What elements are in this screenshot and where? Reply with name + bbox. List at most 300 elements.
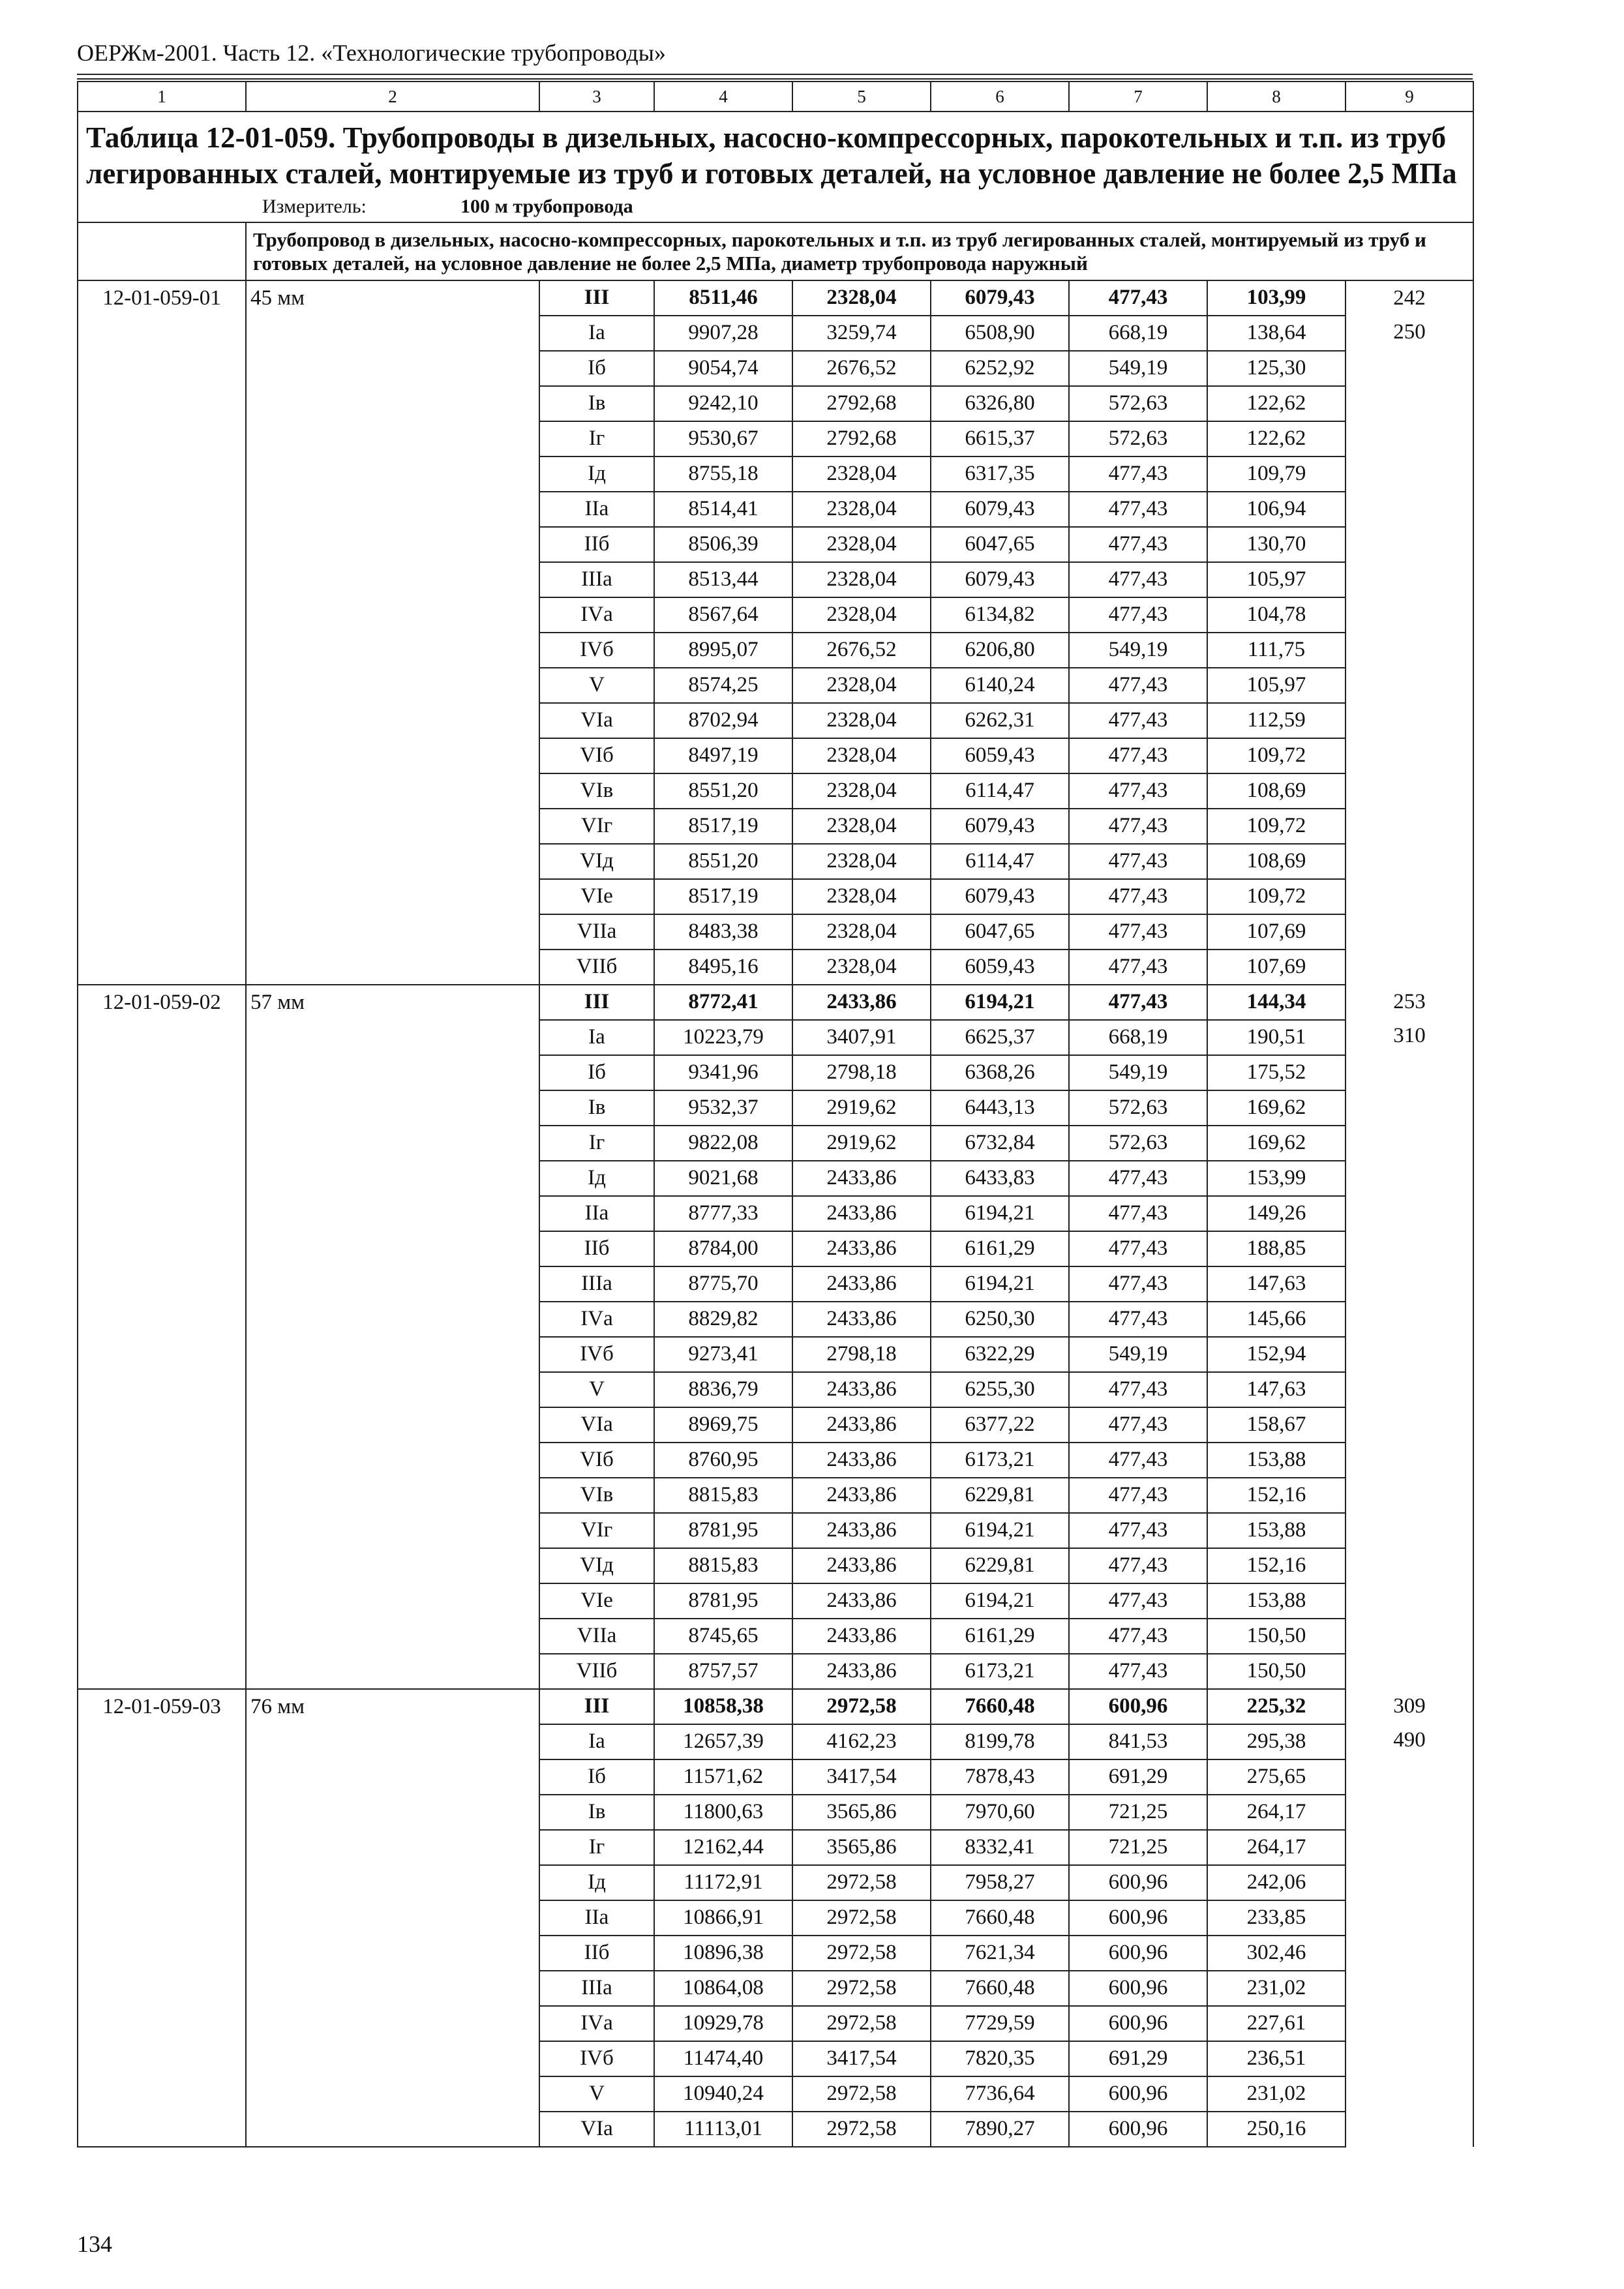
value-cell: 2972,58 <box>792 1689 931 1724</box>
value-cell: 10223,79 <box>654 1020 792 1055</box>
value-cell: 188,85 <box>1207 1231 1346 1266</box>
value-cell: 600,96 <box>1069 1865 1207 1900</box>
value-cell: 6047,65 <box>931 527 1069 562</box>
value-cell: 2328,04 <box>792 773 931 809</box>
description-empty-cell <box>78 222 246 280</box>
value-cell: 2433,86 <box>792 1513 931 1548</box>
value-cell: 477,43 <box>1069 1583 1207 1619</box>
value-cell: 153,99 <box>1207 1161 1346 1196</box>
value-cell: 7970,60 <box>931 1795 1069 1830</box>
region-cell: Iд <box>539 456 654 492</box>
value-cell: 227,61 <box>1207 2006 1346 2041</box>
value-cell: 477,43 <box>1069 562 1207 597</box>
value-cell: 6229,81 <box>931 1548 1069 1583</box>
region-cell: Iа <box>539 1724 654 1759</box>
value-cell: 600,96 <box>1069 2076 1207 2112</box>
value-cell: 6194,21 <box>931 1196 1069 1231</box>
value-cell: 8784,00 <box>654 1231 792 1266</box>
value-cell: 7660,48 <box>931 1900 1069 1936</box>
value-cell: 2328,04 <box>792 703 931 738</box>
value-cell: 3565,86 <box>792 1795 931 1830</box>
value-cell: 233,85 <box>1207 1900 1346 1936</box>
value-cell: 691,29 <box>1069 1759 1207 1795</box>
column-number: 3 <box>539 82 654 112</box>
value-cell: 3259,74 <box>792 316 931 351</box>
value-cell: 600,96 <box>1069 1900 1207 1936</box>
column-9-value: 242 <box>1393 286 1426 310</box>
value-cell: 10896,38 <box>654 1936 792 1971</box>
value-cell: 2972,58 <box>792 1971 931 2006</box>
region-cell: VIа <box>539 2112 654 2147</box>
region-cell: VIв <box>539 773 654 809</box>
value-cell: 2433,86 <box>792 1583 931 1619</box>
region-cell: V <box>539 1372 654 1407</box>
value-cell: 2433,86 <box>792 1478 931 1513</box>
value-cell: 6255,30 <box>931 1372 1069 1407</box>
value-cell: 8511,46 <box>654 280 792 316</box>
value-cell: 477,43 <box>1069 1302 1207 1337</box>
value-cell: 477,43 <box>1069 456 1207 492</box>
value-cell: 242,06 <box>1207 1865 1346 1900</box>
value-cell: 600,96 <box>1069 1936 1207 1971</box>
value-cell: 7890,27 <box>931 2112 1069 2147</box>
region-cell: IVа <box>539 2006 654 2041</box>
value-cell: 145,66 <box>1207 1302 1346 1337</box>
value-cell: 109,72 <box>1207 879 1346 914</box>
value-cell: 600,96 <box>1069 1971 1207 2006</box>
value-cell: 8513,44 <box>654 562 792 597</box>
value-cell: 111,75 <box>1207 633 1346 668</box>
value-cell: 8836,79 <box>654 1372 792 1407</box>
value-cell: 6194,21 <box>931 985 1069 1020</box>
value-cell: 2328,04 <box>792 668 931 703</box>
value-cell: 2433,86 <box>792 1231 931 1266</box>
region-cell: VIа <box>539 703 654 738</box>
value-cell: 122,62 <box>1207 386 1346 421</box>
value-cell: 169,62 <box>1207 1090 1346 1126</box>
value-cell: 7729,59 <box>931 2006 1069 2041</box>
value-cell: 6161,29 <box>931 1619 1069 1654</box>
column-number: 1 <box>78 82 246 112</box>
value-cell: 11172,91 <box>654 1865 792 1900</box>
value-cell: 7660,48 <box>931 1689 1069 1724</box>
unit-line <box>86 197 1465 217</box>
value-cell: 8517,19 <box>654 809 792 844</box>
table-row <box>78 280 1473 316</box>
value-cell: 477,43 <box>1069 1443 1207 1478</box>
value-cell: 236,51 <box>1207 2041 1346 2076</box>
column-number: 7 <box>1069 82 1207 112</box>
value-cell: 9054,74 <box>654 351 792 386</box>
rates-table-container <box>77 81 1473 2147</box>
region-cell: Iб <box>539 1055 654 1090</box>
value-cell: 2433,86 <box>792 1196 931 1231</box>
value-cell: 549,19 <box>1069 633 1207 668</box>
value-cell: 2328,04 <box>792 950 931 985</box>
value-cell: 8514,41 <box>654 492 792 527</box>
value-cell: 477,43 <box>1069 1513 1207 1548</box>
value-cell: 2433,86 <box>792 1619 931 1654</box>
region-cell: IVб <box>539 633 654 668</box>
value-cell: 231,02 <box>1207 1971 1346 2006</box>
value-cell: 477,43 <box>1069 280 1207 316</box>
value-cell: 7736,64 <box>931 2076 1069 2112</box>
value-cell: 8815,83 <box>654 1548 792 1583</box>
value-cell: 2792,68 <box>792 421 931 456</box>
value-cell: 125,30 <box>1207 351 1346 386</box>
value-cell: 11571,62 <box>654 1759 792 1795</box>
value-cell: 477,43 <box>1069 809 1207 844</box>
value-cell: 8781,95 <box>654 1583 792 1619</box>
value-cell: 2676,52 <box>792 633 931 668</box>
value-cell: 477,43 <box>1069 703 1207 738</box>
table-row <box>78 985 1473 1020</box>
value-cell: 149,26 <box>1207 1196 1346 1231</box>
value-cell: 2919,62 <box>792 1126 931 1161</box>
value-cell: 600,96 <box>1069 2006 1207 2041</box>
value-cell: 2972,58 <box>792 2112 931 2147</box>
value-cell: 107,69 <box>1207 950 1346 985</box>
value-cell: 6262,31 <box>931 703 1069 738</box>
column-number: 4 <box>654 82 792 112</box>
value-cell: 477,43 <box>1069 985 1207 1020</box>
value-cell: 10940,24 <box>654 2076 792 2112</box>
value-cell: 11474,40 <box>654 2041 792 2076</box>
value-cell: 8829,82 <box>654 1302 792 1337</box>
value-cell: 11800,63 <box>654 1795 792 1830</box>
value-cell: 6252,92 <box>931 351 1069 386</box>
value-cell: 6161,29 <box>931 1231 1069 1266</box>
value-cell: 112,59 <box>1207 703 1346 738</box>
value-cell: 8567,64 <box>654 597 792 633</box>
column-9-value: 250 <box>1393 320 1426 344</box>
value-cell: 7878,43 <box>931 1759 1069 1795</box>
value-cell: 109,72 <box>1207 738 1346 773</box>
value-cell: 2328,04 <box>792 527 931 562</box>
value-cell: 3407,91 <box>792 1020 931 1055</box>
region-cell: Iа <box>539 1020 654 1055</box>
region-cell: Iв <box>539 386 654 421</box>
page-header: ОЕРЖм-2001. Часть 12. «Технологические трубопроводы» <box>77 40 666 66</box>
value-cell: 2972,58 <box>792 1936 931 1971</box>
value-cell: 4162,23 <box>792 1724 931 1759</box>
value-cell: 10929,78 <box>654 2006 792 2041</box>
column-9-values <box>1346 280 1473 985</box>
value-cell: 231,02 <box>1207 2076 1346 2112</box>
pipe-diameter: 45 мм <box>246 280 539 985</box>
value-cell: 8757,57 <box>654 1654 792 1689</box>
rate-code: 12-01-059-02 <box>78 985 246 1689</box>
value-cell: 9341,96 <box>654 1055 792 1090</box>
header-rule-double <box>77 78 1473 80</box>
value-cell: 147,63 <box>1207 1372 1346 1407</box>
value-cell: 2328,04 <box>792 562 931 597</box>
column-9-values <box>1346 1689 1473 2147</box>
value-cell: 6079,43 <box>931 562 1069 597</box>
value-cell: 147,63 <box>1207 1266 1346 1302</box>
region-cell: Iб <box>539 351 654 386</box>
region-cell: IIа <box>539 492 654 527</box>
value-cell: 6059,43 <box>931 950 1069 985</box>
value-cell: 477,43 <box>1069 1654 1207 1689</box>
value-cell: 8506,39 <box>654 527 792 562</box>
region-cell: VIIб <box>539 950 654 985</box>
value-cell: 549,19 <box>1069 1055 1207 1090</box>
value-cell: 3417,54 <box>792 2041 931 2076</box>
value-cell: 600,96 <box>1069 1689 1207 1724</box>
region-cell: IVб <box>539 1337 654 1372</box>
value-cell: 8775,70 <box>654 1266 792 1302</box>
value-cell: 6114,47 <box>931 844 1069 879</box>
value-cell: 477,43 <box>1069 492 1207 527</box>
value-cell: 153,88 <box>1207 1513 1346 1548</box>
value-cell: 10866,91 <box>654 1900 792 1936</box>
column-9-value: 253 <box>1393 989 1426 1013</box>
region-cell: V <box>539 668 654 703</box>
value-cell: 8755,18 <box>654 456 792 492</box>
value-cell: 3565,86 <box>792 1830 931 1865</box>
value-cell: 477,43 <box>1069 1161 1207 1196</box>
region-cell: III <box>539 1689 654 1724</box>
value-cell: 2919,62 <box>792 1090 931 1126</box>
value-cell: 2328,04 <box>792 280 931 316</box>
value-cell: 152,94 <box>1207 1337 1346 1372</box>
value-cell: 9242,10 <box>654 386 792 421</box>
column-9-values <box>1346 985 1473 1689</box>
region-cell: III <box>539 280 654 316</box>
region-cell: VIIа <box>539 1619 654 1654</box>
header-rule <box>77 74 1473 75</box>
value-cell: 6732,84 <box>931 1126 1069 1161</box>
column-number: 5 <box>792 82 931 112</box>
value-cell: 2798,18 <box>792 1337 931 1372</box>
value-cell: 721,25 <box>1069 1830 1207 1865</box>
value-cell: 103,99 <box>1207 280 1346 316</box>
column-9-value: 309 <box>1393 1694 1426 1718</box>
value-cell: 6615,37 <box>931 421 1069 456</box>
value-cell: 6625,37 <box>931 1020 1069 1055</box>
value-cell: 8995,07 <box>654 633 792 668</box>
region-cell: V <box>539 2076 654 2112</box>
value-cell: 275,65 <box>1207 1759 1346 1795</box>
region-cell: VIг <box>539 809 654 844</box>
value-cell: 2328,04 <box>792 456 931 492</box>
value-cell: 150,50 <box>1207 1654 1346 1689</box>
value-cell: 175,52 <box>1207 1055 1346 1090</box>
value-cell: 8745,65 <box>654 1619 792 1654</box>
value-cell: 2972,58 <box>792 2006 931 2041</box>
region-cell: IIб <box>539 1231 654 1266</box>
value-cell: 477,43 <box>1069 1372 1207 1407</box>
region-cell: VIе <box>539 879 654 914</box>
value-cell: 8760,95 <box>654 1443 792 1478</box>
value-cell: 138,64 <box>1207 316 1346 351</box>
value-cell: 2433,86 <box>792 1372 931 1407</box>
value-cell: 6173,21 <box>931 1654 1069 1689</box>
value-cell: 6206,80 <box>931 633 1069 668</box>
value-cell: 8781,95 <box>654 1513 792 1548</box>
value-cell: 7820,35 <box>931 2041 1069 2076</box>
value-cell: 105,97 <box>1207 668 1346 703</box>
value-cell: 152,16 <box>1207 1478 1346 1513</box>
value-cell: 7660,48 <box>931 1971 1069 2006</box>
value-cell: 8772,41 <box>654 985 792 1020</box>
region-cell: IIб <box>539 527 654 562</box>
value-cell: 8551,20 <box>654 844 792 879</box>
value-cell: 6377,22 <box>931 1407 1069 1443</box>
value-cell: 477,43 <box>1069 1266 1207 1302</box>
value-cell: 9021,68 <box>654 1161 792 1196</box>
value-cell: 2433,86 <box>792 1654 931 1689</box>
region-cell: Iа <box>539 316 654 351</box>
value-cell: 250,16 <box>1207 2112 1346 2147</box>
value-cell: 6047,65 <box>931 914 1069 950</box>
value-cell: 572,63 <box>1069 386 1207 421</box>
value-cell: 264,17 <box>1207 1830 1346 1865</box>
value-cell: 12657,39 <box>654 1724 792 1759</box>
value-cell: 2972,58 <box>792 2076 931 2112</box>
value-cell: 2328,04 <box>792 809 931 844</box>
value-cell: 108,69 <box>1207 773 1346 809</box>
value-cell: 2433,86 <box>792 1407 931 1443</box>
region-cell: IIа <box>539 1900 654 1936</box>
region-cell: III <box>539 985 654 1020</box>
value-cell: 477,43 <box>1069 1619 1207 1654</box>
value-cell: 106,94 <box>1207 492 1346 527</box>
value-cell: 6368,26 <box>931 1055 1069 1090</box>
value-cell: 153,88 <box>1207 1583 1346 1619</box>
value-cell: 2433,86 <box>792 1266 931 1302</box>
value-cell: 572,63 <box>1069 1090 1207 1126</box>
value-cell: 8969,75 <box>654 1407 792 1443</box>
table-title-row <box>78 112 1473 222</box>
value-cell: 8517,19 <box>654 879 792 914</box>
value-cell: 3417,54 <box>792 1759 931 1795</box>
value-cell: 572,63 <box>1069 421 1207 456</box>
table-title-cell <box>78 112 1473 222</box>
value-cell: 477,43 <box>1069 844 1207 879</box>
region-cell: Iг <box>539 421 654 456</box>
region-cell: Iг <box>539 1126 654 1161</box>
value-cell: 8495,16 <box>654 950 792 985</box>
value-cell: 122,62 <box>1207 421 1346 456</box>
value-cell: 6140,24 <box>931 668 1069 703</box>
value-cell: 477,43 <box>1069 1548 1207 1583</box>
value-cell: 477,43 <box>1069 1196 1207 1231</box>
value-cell: 2433,86 <box>792 1443 931 1478</box>
value-cell: 295,38 <box>1207 1724 1346 1759</box>
value-cell: 2328,04 <box>792 597 931 633</box>
value-cell: 264,17 <box>1207 1795 1346 1830</box>
region-cell: IVб <box>539 2041 654 2076</box>
region-cell: IVа <box>539 597 654 633</box>
value-cell: 109,79 <box>1207 456 1346 492</box>
value-cell: 8777,33 <box>654 1196 792 1231</box>
value-cell: 2798,18 <box>792 1055 931 1090</box>
region-cell: VIд <box>539 1548 654 1583</box>
value-cell: 6079,43 <box>931 879 1069 914</box>
value-cell: 477,43 <box>1069 879 1207 914</box>
value-cell: 130,70 <box>1207 527 1346 562</box>
value-cell: 2328,04 <box>792 844 931 879</box>
value-cell: 2433,86 <box>792 985 931 1020</box>
region-cell: VIе <box>539 1583 654 1619</box>
column-9-value: 310 <box>1393 1023 1426 1047</box>
value-cell: 10864,08 <box>654 1971 792 2006</box>
value-cell: 6322,29 <box>931 1337 1069 1372</box>
value-cell: 150,50 <box>1207 1619 1346 1654</box>
value-cell: 2792,68 <box>792 386 931 421</box>
region-cell: IIб <box>539 1936 654 1971</box>
region-cell: IIа <box>539 1196 654 1231</box>
column-numbers-row <box>78 82 1473 112</box>
value-cell: 302,46 <box>1207 1936 1346 1971</box>
value-cell: 477,43 <box>1069 1407 1207 1443</box>
value-cell: 477,43 <box>1069 1478 1207 1513</box>
rate-code: 12-01-059-03 <box>78 1689 246 2147</box>
value-cell: 158,67 <box>1207 1407 1346 1443</box>
value-cell: 225,32 <box>1207 1689 1346 1724</box>
value-cell: 2972,58 <box>792 1900 931 1936</box>
value-cell: 477,43 <box>1069 738 1207 773</box>
column-number: 2 <box>246 82 539 112</box>
value-cell: 153,88 <box>1207 1443 1346 1478</box>
region-cell: IVа <box>539 1302 654 1337</box>
value-cell: 6433,83 <box>931 1161 1069 1196</box>
rates-table <box>77 81 1474 2147</box>
value-cell: 2328,04 <box>792 492 931 527</box>
value-cell: 2433,86 <box>792 1302 931 1337</box>
value-cell: 8815,83 <box>654 1478 792 1513</box>
column-9-value: 490 <box>1393 1728 1426 1752</box>
value-cell: 6194,21 <box>931 1583 1069 1619</box>
value-cell: 108,69 <box>1207 844 1346 879</box>
value-cell: 6079,43 <box>931 492 1069 527</box>
value-cell: 8332,41 <box>931 1830 1069 1865</box>
value-cell: 9530,67 <box>654 421 792 456</box>
region-cell: VIв <box>539 1478 654 1513</box>
table-row <box>78 1689 1473 1724</box>
value-cell: 105,97 <box>1207 562 1346 597</box>
value-cell: 477,43 <box>1069 668 1207 703</box>
value-cell: 8483,38 <box>654 914 792 950</box>
value-cell: 2433,86 <box>792 1161 931 1196</box>
value-cell: 6317,35 <box>931 456 1069 492</box>
value-cell: 190,51 <box>1207 1020 1346 1055</box>
value-cell: 8574,25 <box>654 668 792 703</box>
rate-code: 12-01-059-01 <box>78 280 246 985</box>
value-cell: 6114,47 <box>931 773 1069 809</box>
value-cell: 8199,78 <box>931 1724 1069 1759</box>
value-cell: 721,25 <box>1069 1795 1207 1830</box>
region-cell: IIIа <box>539 1971 654 2006</box>
region-cell: Iв <box>539 1795 654 1830</box>
value-cell: 8702,94 <box>654 703 792 738</box>
description-text: Трубопровод в дизельных, насосно-компрессорных, парокотельных и т.п. из труб легированных сталей, монтируемый из труб и готовых деталей, на условное давление не более 2,5 МПа, диаметр трубопровода наружный <box>246 222 1473 280</box>
value-cell: 600,96 <box>1069 2112 1207 2147</box>
value-cell: 104,78 <box>1207 597 1346 633</box>
column-number: 6 <box>931 82 1069 112</box>
region-cell: Iг <box>539 1830 654 1865</box>
value-cell: 9822,08 <box>654 1126 792 1161</box>
pipe-diameter: 57 мм <box>246 985 539 1689</box>
table-title: Таблица 12-01-059. Трубопроводы в дизельных, насосно-компрессорных, парокотельных и т.п. из труб легированных сталей, монтируемые из труб и готовых деталей, на условное давление не более 2,5 МПа <box>86 121 1457 190</box>
value-cell: 2676,52 <box>792 351 931 386</box>
unit-label: Измеритель: <box>262 195 367 217</box>
region-cell: VIб <box>539 738 654 773</box>
value-cell: 2433,86 <box>792 1548 931 1583</box>
value-cell: 144,34 <box>1207 985 1346 1020</box>
